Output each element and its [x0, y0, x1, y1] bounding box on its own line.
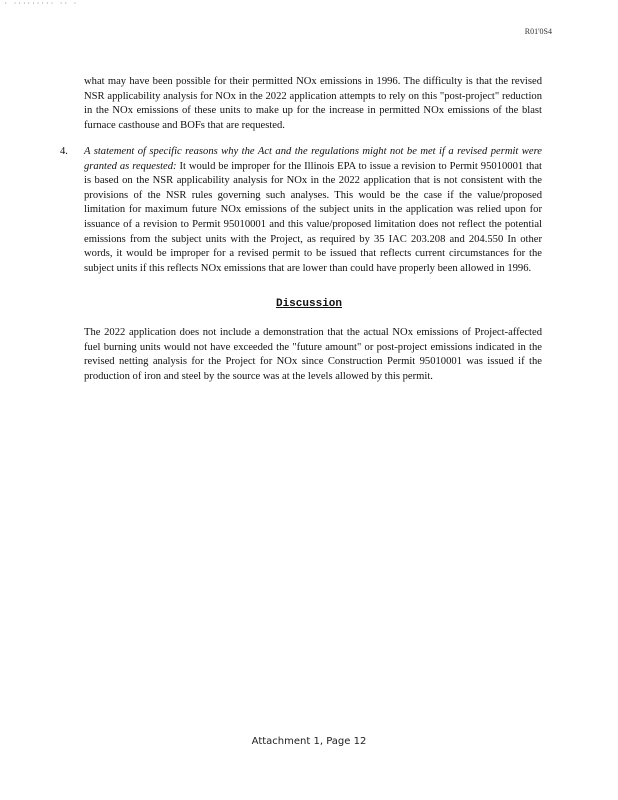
discussion-heading: Discussion	[275, 298, 342, 310]
list-item-body	[84, 145, 542, 276]
page-footer: Attachment 1, Page 12	[251, 736, 367, 747]
list-item-heading: A statement of specific reasons why the Act and the regulations might not be met if a revised permit were granted as requested:	[84, 146, 542, 172]
document-code: R01'0S4	[524, 27, 552, 36]
list-item-text: It would be improper for the Illinois EPA to issue a revision to Permit 95010001 that is based on the NSR applicability analysis for NOx in the 2022 application that is not consistent with the provisions of the NSR rules governing such analyses. This would be the case if the value/proposed limitation for maximum future NOx emissions of the subject units in the application was relied upon for issuance of a revision to Permit 95010001 and this value/proposed limitation does not reflect the potential emissions from the subject units with the Project, as required by 35 IAC 203.208 and 204.550 In other words, it would be improper for a revised permit to be issued that reflects current circumstances for the subject units if this reflects NOx emissions that are lower than could have properly been allowed in 1996.	[84, 160, 542, 274]
continuation-paragraph: what may have been possible for their permitted NOx emissions in 1996. The difficulty is that the revised NSR applicability analysis for NOx in the 2022 application attempts to rely on this "post-project" reduction in the NOx emissions of these units to make up for the increase in permitted NOx emissions of the blast furnace casthouse and BOFs that are requested.	[84, 76, 542, 131]
scan-corner-mark: · ········· ·· ·	[4, 0, 78, 7]
discussion-paragraph: The 2022 application does not include a demonstration that the actual NOx emissions of Project-affected fuel burning units would not have exceeded the "future amount" or post-project emissions indicated in the revised netting analysis for the Project for NOx since Construction Permit 95010001 was issued if the production of iron and steel by the source was at the levels allowed by this permit.	[84, 327, 542, 382]
list-item-number: 4.	[60, 146, 68, 157]
